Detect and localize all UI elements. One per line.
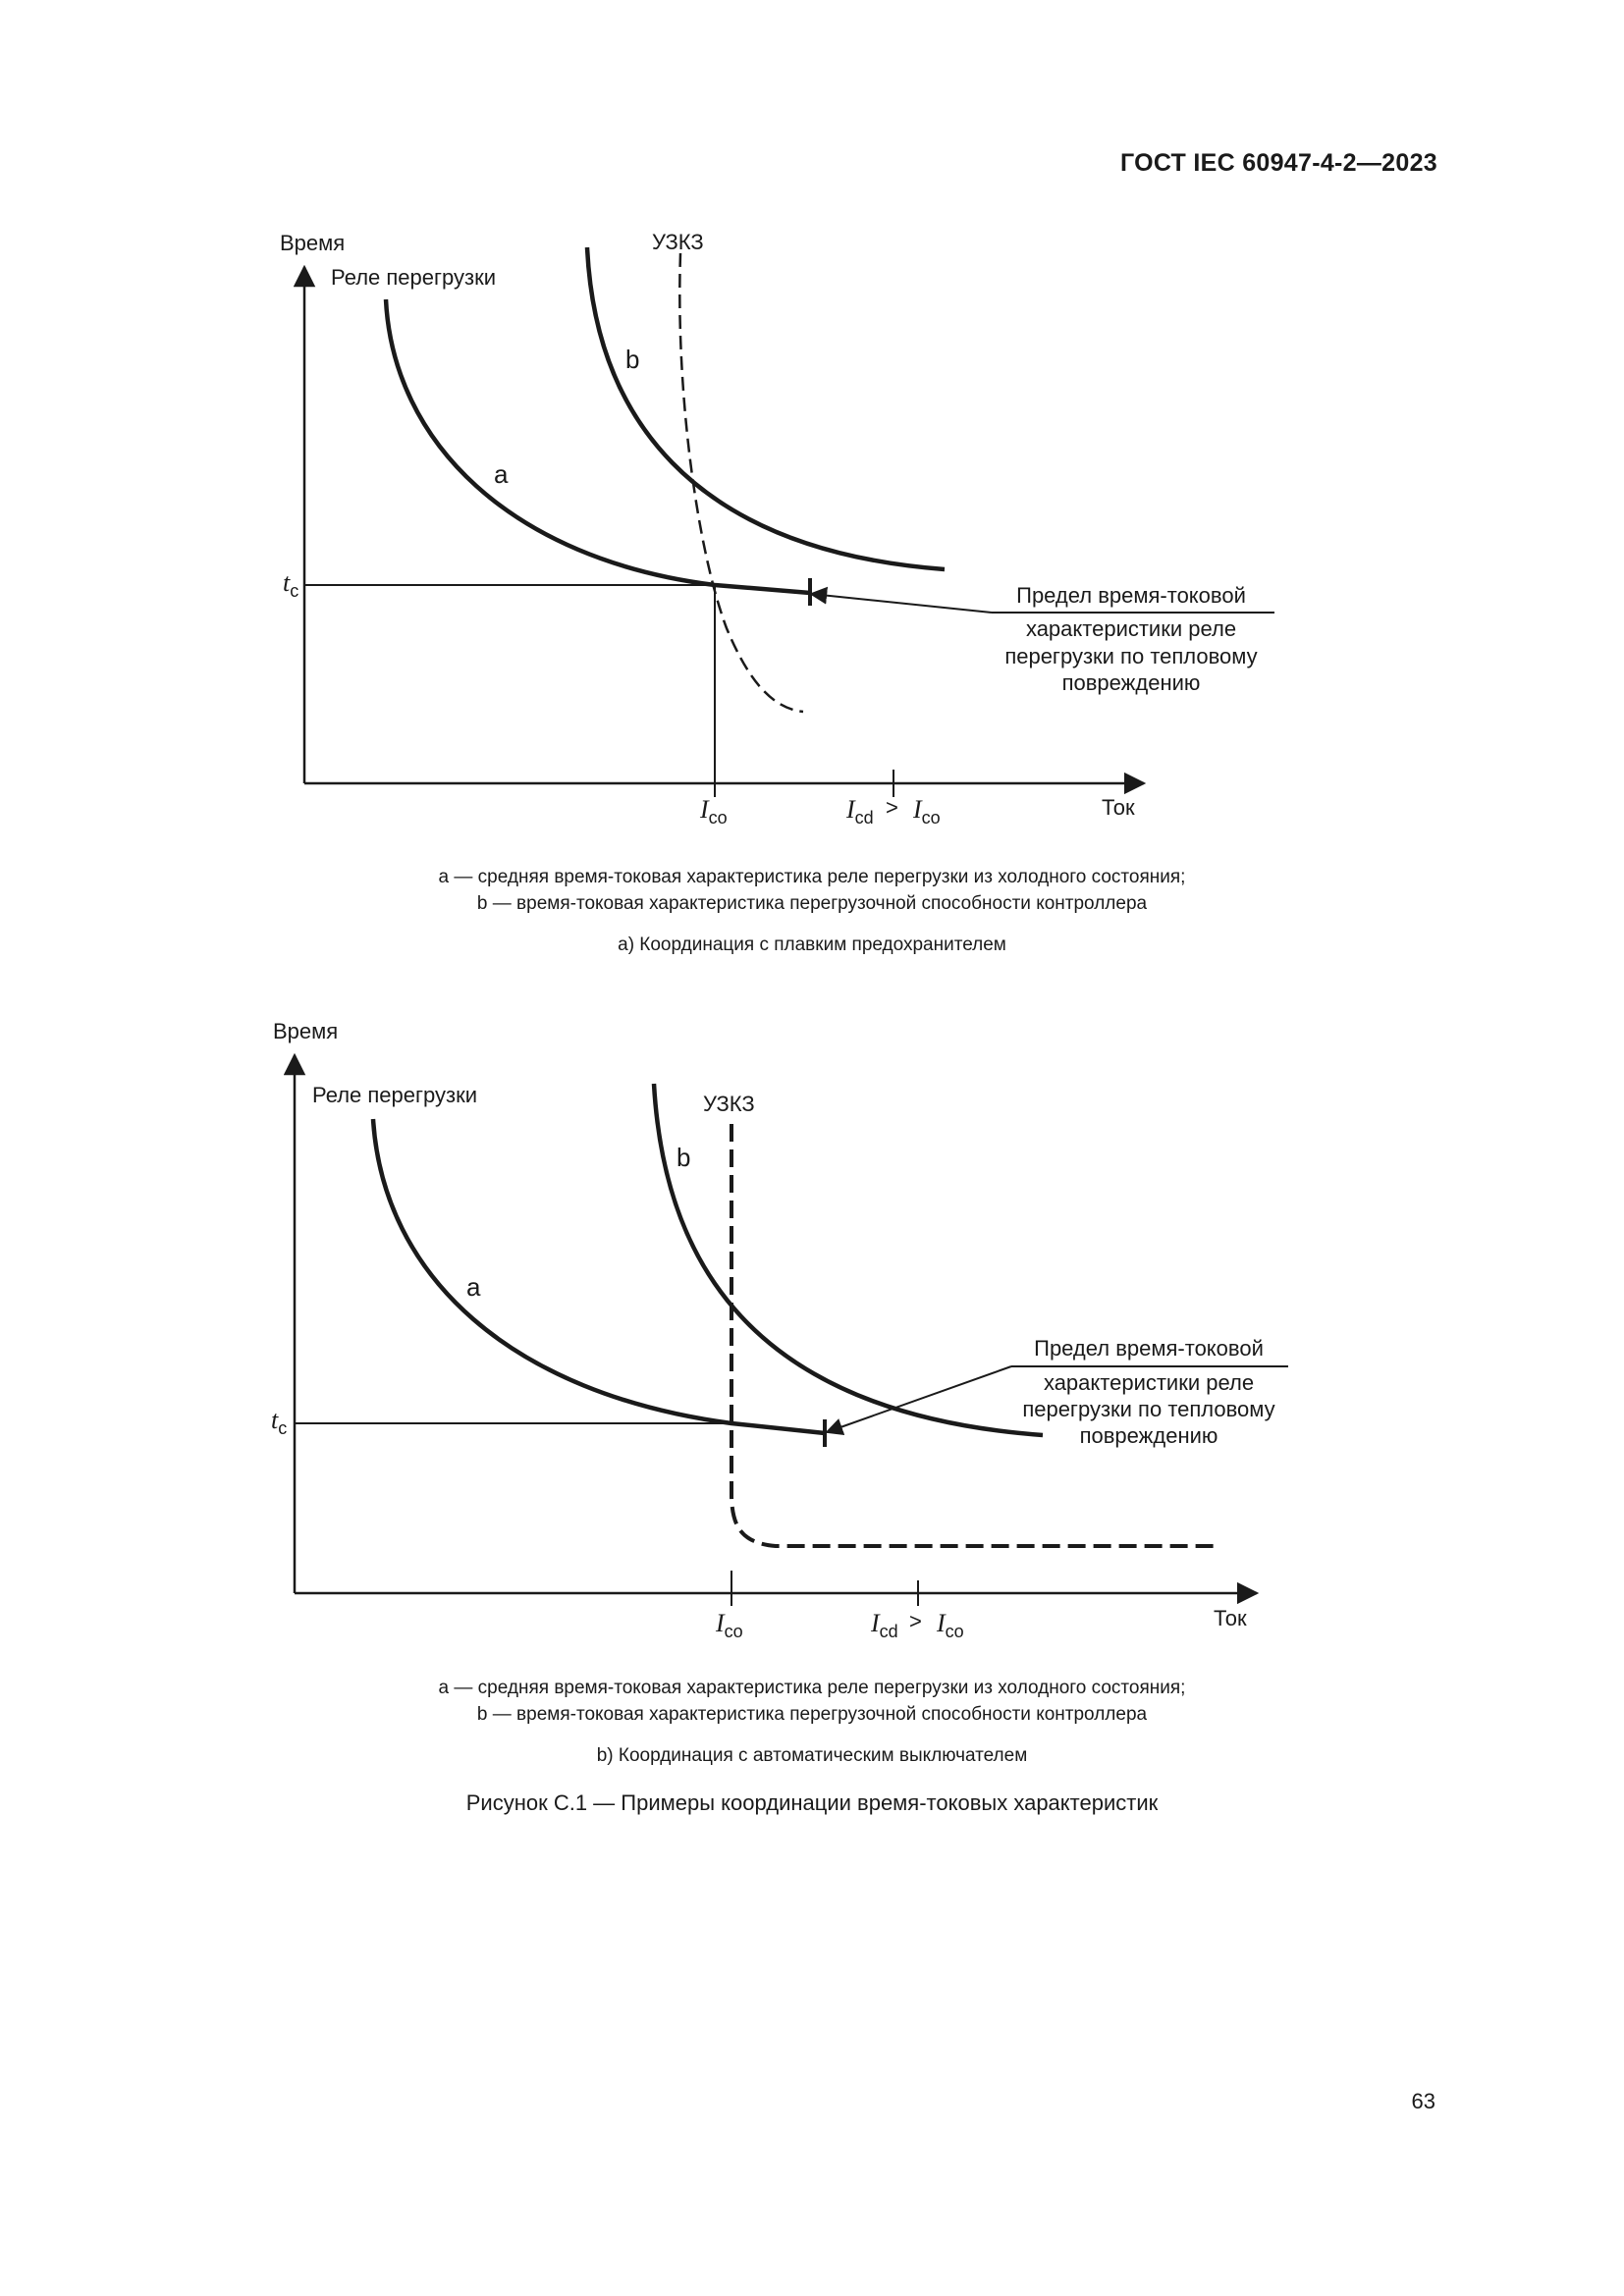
fig-a-legend (0, 864, 1624, 917)
fig-a-curve-a (386, 299, 810, 593)
fig-b-breaker-curve (731, 1124, 1218, 1546)
fig-a-y-axis-label: Время (280, 231, 346, 255)
fig-a-x-axis-label: Ток (1102, 795, 1135, 820)
fig-b-legend-a: a — средняя время-токовая характеристика реле перегрузки из холодного состояния; (438, 1678, 1186, 1698)
fig-a-callout-leader (811, 594, 992, 613)
document-header: ГОСТ IEC 60947-4-2—2023 (1119, 149, 1437, 177)
page-number: 63 (1411, 2089, 1435, 2113)
fig-a-icd-label: Icd (846, 795, 874, 828)
fig-a-callout-line-2: характеристики реле (1025, 616, 1237, 641)
fig-b-subcaption: b) Координация с автоматическим выключателем (596, 1745, 1028, 1766)
fig-a-curve-b-label: b (625, 345, 640, 374)
fig-b-curve-b (654, 1084, 1043, 1435)
fig-b-callout-text (1022, 1336, 1274, 1448)
fig-b-protection-label: УЗКЗ (703, 1092, 755, 1116)
fig-b-tc-label: tc (271, 1406, 288, 1438)
fig-b-legend-b: b — время-токовая характеристика перегрузочной способности контроллера (476, 1704, 1148, 1725)
fig-a-ico-label: Ico (700, 795, 728, 828)
fig-b-curve-a-label: a (466, 1272, 481, 1302)
fig-a-callout-line-4: повреждению (1061, 670, 1201, 695)
fig-b-callout-leader (827, 1366, 1011, 1432)
fig-a-legend-a: a — средняя время-токовая характеристика реле перегрузки из холодного состояния; (438, 867, 1186, 887)
fig-b-x-axis-label: Ток (1214, 1606, 1247, 1630)
figure-a (304, 247, 1274, 797)
figure-b (295, 1055, 1288, 1606)
fig-b-callout-line-4: повреждению (1079, 1423, 1218, 1448)
fig-a-relay-label: Реле перегрузки (331, 265, 497, 290)
fig-a-protection-label: УЗКЗ (652, 230, 704, 254)
fig-a-curve-a-label: a (494, 459, 509, 489)
fig-a-callout-line-3: перегрузки по тепловому (1004, 644, 1258, 668)
fig-b-legend (0, 1675, 1624, 1728)
fig-b-curve-b-label: b (677, 1143, 691, 1172)
fig-b-ico2-label: Ico (937, 1609, 964, 1641)
fig-a-callout-text (1004, 583, 1257, 695)
fig-a-callout-line-1: Предел время-токовой (1016, 583, 1246, 608)
fig-b-callout-line-3: перегрузки по тепловому (1022, 1397, 1275, 1421)
fig-a-ico2-label: Ico (913, 795, 941, 828)
fig-b-callout-line-2: характеристики реле (1043, 1370, 1255, 1395)
fig-a-fuse-curve (679, 253, 803, 712)
fig-b-gt-sign: > (909, 1609, 922, 1633)
fig-a-subcaption: a) Координация с плавким предохранителем (618, 934, 1006, 955)
fig-a-gt-sign: > (886, 795, 898, 820)
fig-b-icd-label: Icd (871, 1609, 898, 1641)
fig-b-y-axis-label: Время (273, 1019, 339, 1043)
fig-b-relay-label: Реле перегрузки (312, 1083, 478, 1107)
fig-a-curve-b (587, 247, 945, 569)
fig-a-legend-b: b — время-токовая характеристика перегрузочной способности контроллера (476, 893, 1148, 914)
fig-a-tc-label: tc (283, 568, 299, 601)
fig-b-curve-a (373, 1119, 825, 1433)
fig-b-callout-line-1: Предел время-токовой (1034, 1336, 1264, 1361)
fig-b-ico-label: Ico (716, 1609, 743, 1641)
figure-caption: Рисунок C.1 — Примеры координации время-токовых характеристик (465, 1790, 1159, 1815)
